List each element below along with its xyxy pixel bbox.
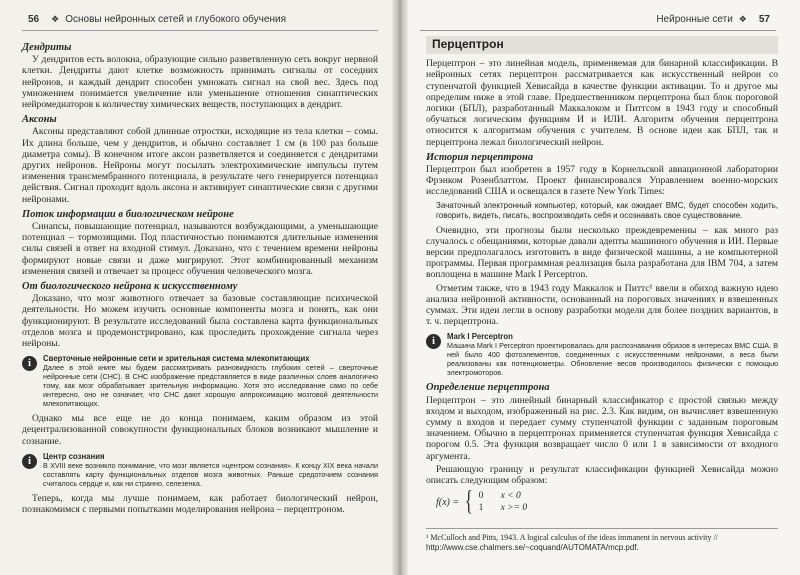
right-page-content	[426, 38, 778, 520]
info-note	[22, 452, 378, 488]
section-heading: Поток информации в биологическом нейроне	[22, 208, 234, 220]
body-paragraph: Перцептрон – это линейная модель, применяемая для бинарной классификации. В нейронных сетях перцептрон рассматривается как искусственный нейрон со ступенчатой функцией Хевисайда в качестве функции активации. То и другое мы определим ниже в этой главе. Предшественником перцептрона был блок пороговой логики (БПЛ), разработанный Маккалоком и Питтсом в 1943 году и способный обучаться логическим функциям И и ИЛИ. Алгоритм обучения перцептрона относится к алгоритмам обучения с учителем. В основе идеи как БПЛ, так и перцептрона лежал биологический нейрон.	[426, 58, 778, 148]
body-paragraph: Решающую границу и результат классификации функцией Хевисайда можно описать следующим образом:	[426, 463, 778, 487]
info-note	[426, 332, 778, 377]
note-title: Mark I Perceptron	[447, 332, 513, 342]
diamond-icon: ❖	[738, 13, 747, 24]
section-heading: Аксоны	[22, 114, 57, 126]
note-body: В XVIII веке возникло понимание, что мозг является «центром сознания». К концу XIX века начали составлять карту функциональных отделов мозга животных. Раньше средоточием сознания считалось сердце и, как ни странно, селезенка.	[43, 460, 378, 488]
section-heading: От биологического нейрона к искусственному	[22, 281, 238, 293]
right-running-title: Нейронные сети	[656, 13, 733, 25]
section-heading: История перцептрона	[426, 151, 534, 163]
note-title: Сверточные нейронные сети и зрительная система млекопитающих	[43, 354, 310, 364]
right-page	[402, 0, 800, 575]
body-paragraph: Теперь, когда мы лучше понимаем, как работает биологический нейрон, познакомимся с первыми попытками моделирования нейрона – перцептроном.	[22, 492, 378, 516]
note-title: Центр сознания	[43, 451, 105, 461]
body-paragraph: Доказано, что мозг животного отвечает за базовые составляющие психической деятельности. Но можем изучить основные компоненты мозга и понять, как они функционируют. В результате исследований была составлена карта функциональных отделов мозга и продемонстрировано, как проследить прохождение сигнала через нейроны.	[22, 293, 378, 350]
brace-symbol: {	[464, 486, 473, 518]
formula-lhs: f(x) =	[436, 496, 460, 508]
body-paragraph: Перцептрон – это линейный бинарный классификатор с простой связью между входом и выходом, изображенный на рис. 2.3. Как видим, он вычисляет взвешенную сумму n входов и передает сумму ступенчатой функции с заданным пороговым значением. Обычно в перцептронах применяется ступенчатая функция Хевисайда с порогом 0.5. Эта функция возвращает число 0 или 1 в зависимости от входного аргумента.	[426, 394, 778, 462]
section-title: Перцептрон	[432, 37, 504, 51]
body-paragraph: Однако мы все еще не до конца понимаем, каким образом из этой децентрализованной совокупности функциональных блоков возникают мышление и сознание.	[22, 413, 378, 447]
heaviside-formula	[436, 486, 778, 518]
right-running-header	[420, 8, 776, 31]
left-page	[0, 0, 398, 575]
footnote	[426, 528, 778, 553]
case-condition: x >= 0	[500, 503, 528, 514]
info-icon: i	[22, 454, 37, 469]
footnote-text: ¹ McCulloch and Pitts, 1943. A logical calculus of the ideas immanent in nervous activity //	[426, 533, 718, 542]
left-running-header	[22, 8, 378, 31]
left-page-content	[22, 38, 378, 517]
footnote-link[interactable]: http://www.cse.chalmers.se/~coquand/AUTOMATA/mcp.pdf.	[426, 543, 639, 552]
right-page-number: 57	[758, 13, 770, 25]
body-paragraph: Аксоны представляют собой длинные отростки, исходящие из тела клетки – сомы. Их длина больше, чем у дендритов, и обычно составляет 1 см (в 100 раз больше диаметра сомы). В конечном итоге аксон разветвляется и соединяется с дендритами других нейронов. Нейроны могут посылать электрохимические импульсы путем изменения трансмембранного потенциала, в результате чего генерируется потенциал действия. Сигнал проходит вдоль аксона и активирует синаптические связи с другими нейронами.	[22, 126, 378, 205]
left-running-title: Основы нейронных сетей и глубокого обучения	[65, 13, 286, 25]
body-paragraph: Отметим также, что в 1943 году Маккалок и Питтс¹ ввели в обиход важную идею анализа нейронной активности, основанный на пороговых значениях и взвешенных суммах. Эти идеи легли в основу разработки модели для более поздних вариантов, в т. ч. перцептрона.	[426, 282, 778, 328]
info-icon: i	[426, 334, 441, 349]
book-gutter	[392, 0, 408, 575]
case-condition: x < 0	[500, 491, 521, 502]
left-page-number: 56	[28, 13, 40, 25]
formula-cases	[479, 490, 528, 514]
case-value: 0	[478, 491, 484, 502]
note-body: Машина Mark I Perceptron проектировалась для распознавания образов в интересах ВМС США. В ней было 400 фотоэлементов, соединенных с искусственными нейронами, а веса были реализованы как потенциометры. Обновление весов производилось физически с помощью электромоторов.	[447, 341, 778, 378]
section-heading: Дендриты	[22, 42, 72, 53]
chapter-section-banner	[426, 36, 778, 54]
diamond-icon: ❖	[51, 13, 60, 24]
block-quote: Зачаточный электронный компьютер, который, как ожидает ВМС, будет способен ходить, говорить, видеть, писать, воспроизводить себя и осознавать свое существование.	[436, 200, 778, 220]
body-paragraph: Синапсы, повышающие потенциал, называются возбуждающими, а уменьшающие потенциал – тормозящими. Под пластичностью понимаются длительные изменения силы связей в ответ на входной стимул. Доказано, что с течением времени нейроны формируют новые связи и даже мигрируют. Этот комбинированный механизм изменения связей и отвечает за процесс обучения человеческого мозга.	[22, 221, 378, 277]
info-note	[22, 354, 378, 408]
case-value: 1	[478, 503, 484, 514]
section-heading: Определение перцептрона	[426, 382, 550, 394]
body-paragraph: У дендритов есть волокна, образующие сильно разветвленную сеть вокруг нервной клетки. Дендриты дают клетке возможность принимать сигналы от соседних нейронов, и каждый дендрит способен умножать сигнал на свой вес. Здесь под умножением понимается увеличение или уменьшение отношения синаптических нейромедиаторов к количеству химических веществ, поступающих в дендрит.	[22, 54, 378, 111]
body-paragraph: Перцептрон был изобретен в 1957 году в Корнельской авиационной лаборатории Фрэнком Розенблаттом. Проект финансировался Управлением военно-морских исследований США и освещался в газете New York Times:	[426, 164, 778, 198]
note-body: Далее в этой книге мы будем рассматривать разновидность глубоких сетей – сверточные нейронные сети (СНС). В СНС изображение представляется в виде различных слоев аналогично тому, как мозг обрабатывает зрительную информацию. Хотя это исследование само по себе интересно, оно не означает, что СНС дают хорошую аппроксимацию мозговой деятельности млекопитающих.	[43, 363, 378, 409]
info-icon: i	[22, 356, 37, 371]
body-paragraph: Очевидно, эти прогнозы были несколько преждевременны – как много раз случалось с обещаниями, которые давали адепты машинного обучения и ИИ. Первые версии предполагалось изготовить в виде физической машины, а не компьютерной программы. Первая программная реализация была разработана для IBM 704, а затем воплощена в машине Mark I Perceptron.	[426, 224, 778, 281]
